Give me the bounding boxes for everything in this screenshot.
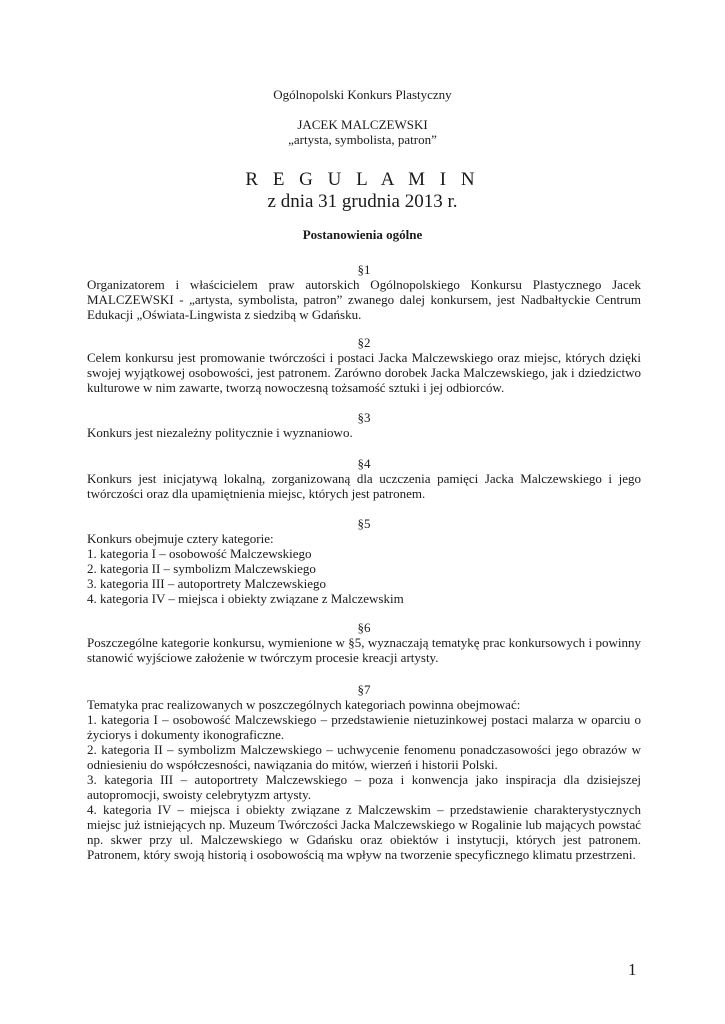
list-item: 2. kategoria II – symbolizm Malczewskiego – uchwycenie fenomenu ponadczasowości jego obrazów w odniesieniu do współczesności, nawiązania do mitów, wierzeń i historii Polski. [87, 742, 641, 772]
section-text: Organizatorem i właścicielem praw autorskich Ogólnopolskiego Konkursu Plastycznego Jacek MALCZEWSKI - „artysta, symbolista, patron” zwanego dalej konkursem, jest Nadbałtyckie Centrum Edukacji „Oświata-Lingwista z siedzibą w Gdańsku. [87, 277, 641, 322]
list-item: 4. kategoria IV – miejsca i obiekty związane z Malczewskim – przedstawienie charakterystycznych miejsc już istniejących np. Muzeum Twórczości Jacka Malczewskiego w Rogalinie lub mających powstać np. skwer przy ul. Malczewskiego w Gdańsku oraz obiektów i instytucji, których jest patronem. Patronem, który swoją historią i osobowością ma wpływ na tworzenie specyficznego klimatu przestrzeni. [87, 802, 641, 862]
document-title: R E G U L A M I N [245, 169, 480, 190]
section-number: §6 [357, 620, 371, 635]
competition-name: Ogólnopolski Konkurs Plastyczny [273, 87, 452, 102]
section-3 [87, 410, 641, 440]
patron-tagline: „artysta, symbolista, patron” [288, 132, 437, 147]
list-item: 2. kategoria II – symbolizm Malczewskiego [87, 561, 316, 576]
section-number: §4 [357, 456, 371, 471]
section-number: §7 [357, 682, 371, 697]
patron-name: JACEK MALCZEWSKI [297, 117, 428, 132]
list-item: 3. kategoria III – autoportrety Malczewskiego – poza i konwencja jako inspiracja dla dzisiejszej autopromocji, swoisty celebrytyzm artysty. [87, 772, 641, 802]
section-text: Konkurs jest inicjatywą lokalną, zorganizowaną dla uczczenia pamięci Jacka Malczewskiego i jego twórczości oraz dla upamiętnienia miejsc, których jest patronem. [87, 471, 641, 501]
section-number: §5 [357, 516, 371, 531]
section-7 [87, 682, 641, 862]
section-4 [87, 456, 641, 501]
section-5 [87, 516, 641, 606]
section-1 [87, 262, 641, 322]
section-number: §3 [357, 410, 371, 425]
section-text: Poszczególne kategorie konkursu, wymienione w §5, wyznaczają tematykę prac konkursowych i powinny stanowić wyjściowe założenie w twórczym procesie kreacji artysty. [87, 635, 641, 665]
list-item: 1. kategoria I – osobowość Malczewskiego – przedstawienie nietuzinkowej postaci malarza w oparciu o życiorys i dokumenty ikonograficzne. [87, 712, 641, 742]
document-header [0, 87, 725, 242]
page-number: 1 [628, 960, 637, 979]
section-number: §1 [357, 262, 371, 277]
section-6 [87, 620, 641, 665]
list-item: 1. kategoria I – osobowość Malczewskiego [87, 546, 312, 561]
list-item: 4. kategoria IV – miejsca i obiekty związane z Malczewskim [87, 591, 404, 606]
chapter-title: Postanowienia ogólne [302, 227, 423, 242]
document-date: z dnia 31 grudnia 2013 r. [267, 191, 458, 212]
list-item: 3. kategoria III – autoportrety Malczewskiego [87, 576, 326, 591]
section-intro: Konkurs obejmuje cztery kategorie: [87, 531, 274, 546]
section-2 [87, 335, 641, 395]
section-text: Celem konkursu jest promowanie twórczości i postaci Jacka Malczewskiego oraz miejsc, których dzięki swojej wyjątkowej osobowości, jest patronem. Zarówno dorobek Jacka Malczewskiego, jak i dziedzictwo kulturowe w nim zawarte, tworzą nowoczesną tożsamość sztuki i jej odbiorców. [87, 350, 641, 395]
section-text: Konkurs jest niezależny politycznie i wyznaniowo. [87, 425, 353, 440]
section-intro: Tematyka prac realizowanych w poszczególnych kategoriach powinna obejmować: [87, 697, 521, 712]
section-number: §2 [357, 335, 371, 350]
